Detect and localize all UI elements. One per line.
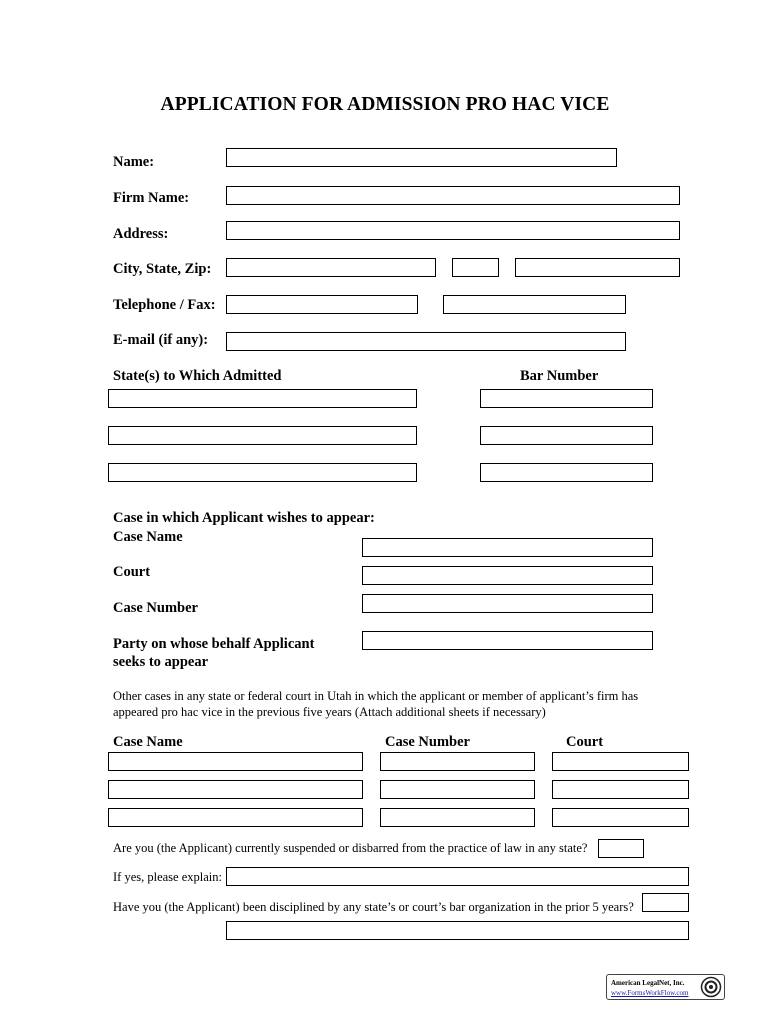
party-label-line2: seeks to appear bbox=[113, 654, 209, 670]
city-state-zip-label: City, State, Zip: bbox=[113, 261, 212, 277]
firm-name-input[interactable] bbox=[226, 186, 680, 205]
other-court-input-2[interactable] bbox=[552, 780, 689, 799]
party-input[interactable] bbox=[362, 631, 653, 650]
city-input[interactable] bbox=[226, 258, 436, 277]
address-label: Address: bbox=[113, 226, 169, 242]
other-case-name-input-2[interactable] bbox=[108, 780, 363, 799]
court-label: Court bbox=[113, 564, 151, 580]
suspended-answer-input[interactable] bbox=[598, 839, 644, 858]
state-input[interactable] bbox=[452, 258, 499, 277]
other-court-input-3[interactable] bbox=[552, 808, 689, 827]
case-name-label: Case Name bbox=[113, 529, 183, 545]
state-admitted-input-1[interactable] bbox=[108, 389, 417, 408]
other-case-number-input-3[interactable] bbox=[380, 808, 535, 827]
explain-input[interactable] bbox=[226, 867, 689, 886]
states-admitted-header: State(s) to Which Admitted bbox=[113, 368, 282, 384]
other-case-name-header: Case Name bbox=[113, 734, 183, 750]
bar-number-header: Bar Number bbox=[520, 368, 599, 384]
other-case-number-input-2[interactable] bbox=[380, 780, 535, 799]
case-heading: Case in which Applicant wishes to appear: bbox=[113, 510, 375, 526]
other-cases-note-line1: Other cases in any state or federal court in Utah in which the applicant or member of applicant’s firm has bbox=[113, 689, 639, 703]
telephone-fax-label: Telephone / Fax: bbox=[113, 297, 216, 313]
bar-number-input-2[interactable] bbox=[480, 426, 653, 445]
case-name-input[interactable] bbox=[362, 538, 653, 557]
bar-number-input-1[interactable] bbox=[480, 389, 653, 408]
disciplined-question: Have you (the Applicant) been disciplined by any state’s or court’s bar organization in the prior 5 years? bbox=[113, 900, 634, 914]
bar-number-input-3[interactable] bbox=[480, 463, 653, 482]
court-input[interactable] bbox=[362, 566, 653, 585]
name-label: Name: bbox=[113, 154, 155, 170]
publisher-logo bbox=[606, 974, 725, 1000]
other-cases-note-line2: appeared pro hac vice in the previous five years (Attach additional sheets if necessary) bbox=[113, 705, 546, 719]
party-label-line1: Party on whose behalf Applicant bbox=[113, 636, 315, 652]
suspended-question: Are you (the Applicant) currently suspended or disbarred from the practice of law in any state? bbox=[113, 841, 588, 855]
explain-label: If yes, please explain: bbox=[113, 870, 222, 884]
disciplined-answer-input[interactable] bbox=[642, 893, 689, 912]
address-input[interactable] bbox=[226, 221, 680, 240]
fax-input[interactable] bbox=[443, 295, 626, 314]
email-input[interactable] bbox=[226, 332, 626, 351]
firm-name-label: Firm Name: bbox=[113, 190, 190, 206]
publisher-emblem-icon bbox=[700, 976, 722, 998]
email-label: E-mail (if any): bbox=[113, 332, 209, 348]
other-court-header: Court bbox=[566, 734, 604, 750]
other-court-input-1[interactable] bbox=[552, 752, 689, 771]
publisher-url-link[interactable]: www.FormsWorkFlow.com bbox=[611, 989, 689, 997]
other-case-number-header: Case Number bbox=[385, 734, 470, 750]
state-admitted-input-2[interactable] bbox=[108, 426, 417, 445]
name-input[interactable] bbox=[226, 148, 617, 167]
other-case-name-input-1[interactable] bbox=[108, 752, 363, 771]
zip-input[interactable] bbox=[515, 258, 680, 277]
disciplined-explain-input[interactable] bbox=[226, 921, 689, 940]
case-number-label: Case Number bbox=[113, 600, 198, 616]
state-admitted-input-3[interactable] bbox=[108, 463, 417, 482]
telephone-input[interactable] bbox=[226, 295, 418, 314]
other-case-number-input-1[interactable] bbox=[380, 752, 535, 771]
form-title: APPLICATION FOR ADMISSION PRO HAC VICE bbox=[160, 94, 610, 115]
case-number-input[interactable] bbox=[362, 594, 653, 613]
other-case-name-input-3[interactable] bbox=[108, 808, 363, 827]
publisher-name: American LegalNet, Inc. bbox=[611, 979, 685, 987]
